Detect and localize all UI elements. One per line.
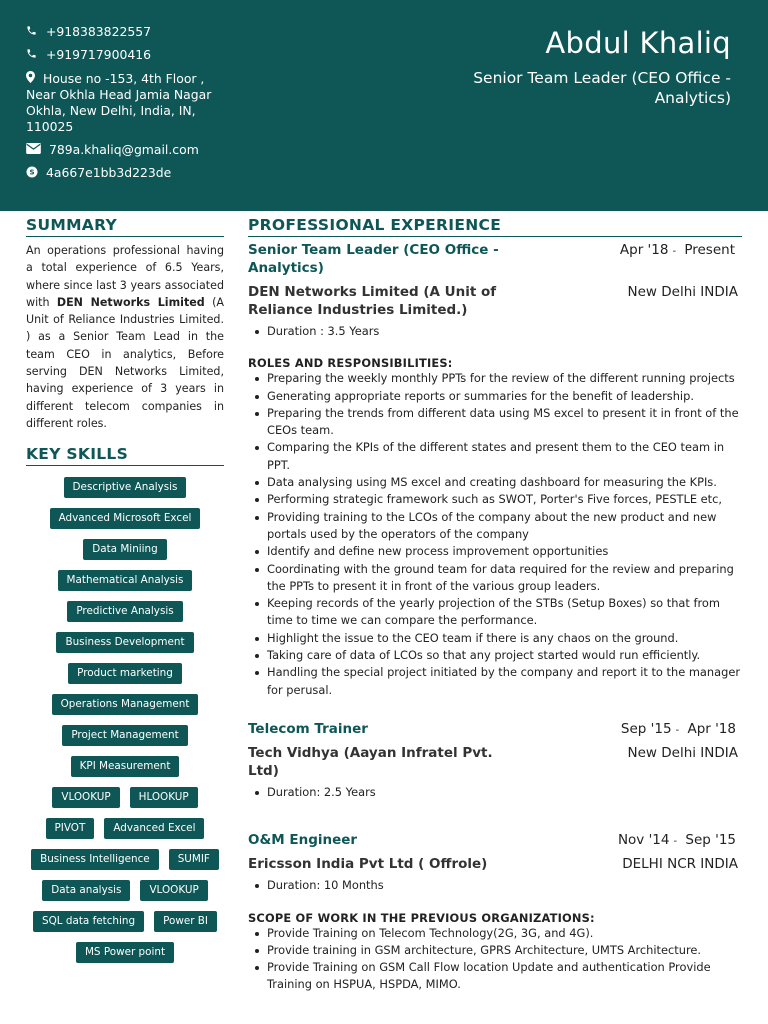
- list-item: Preparing the weekly monthly PPTs for the review of the different running projects: [248, 370, 742, 387]
- skype-id[interactable]: 4a667e1bb3d223de: [46, 165, 172, 180]
- skill-tag: Descriptive Analysis: [64, 477, 187, 498]
- key-skills-heading: KEY SKILLS: [26, 445, 224, 466]
- skill-tag: SUMIF: [169, 849, 219, 870]
- duration: Duration: 10 Months: [248, 877, 742, 894]
- list-item: Coordinating with the ground team for data required for the review and preparing the PPTs to present it in front of the various group leaders.: [248, 561, 742, 596]
- skills-list: [26, 477, 224, 973]
- skill-tag: PIVOT: [46, 818, 95, 839]
- location-pin-icon: [26, 70, 43, 83]
- address-row: [26, 70, 236, 135]
- skill-row: [26, 539, 224, 570]
- skill-row: [26, 756, 224, 787]
- duration-list: [248, 877, 742, 894]
- experience-heading: PROFESSIONAL EXPERIENCE: [248, 216, 742, 237]
- candidate-role: Senior Team Leader (CEO Office - Analytics): [473, 69, 731, 107]
- list-item: Taking care of data of LCOs so that any project started would run efficiently.: [248, 647, 742, 664]
- email-row: [26, 142, 236, 158]
- job-entry: [248, 241, 742, 699]
- job-end-date: Present: [684, 242, 735, 258]
- skype-icon: [26, 165, 46, 178]
- contact-block: [26, 24, 236, 188]
- phone-2[interactable]: +919717900416: [46, 47, 151, 62]
- skill-tag: Data Miniing: [83, 539, 167, 560]
- responsibilities-list: [248, 370, 742, 699]
- list-item: Data analysing using MS excel and creating dashboard for measuring the KPIs.: [248, 474, 742, 491]
- list-item: Highlight the issue to the CEO team if there is any chaos on the ground.: [248, 630, 742, 647]
- summary-company-name: DEN Networks Limited: [56, 295, 205, 309]
- phone-icon: [26, 24, 46, 36]
- skill-row: [26, 632, 224, 663]
- list-item: Keeping records of the yearly projection of the STBs (Setup Boxes) so that from time to time we can compare the performance.: [248, 595, 742, 630]
- skill-row: [26, 663, 224, 694]
- company-name: DEN Networks Limited (A Unit of Reliance Industries Limited.): [248, 284, 497, 318]
- job-location: DELHI NCR INDIA: [622, 856, 738, 873]
- duration-list: [248, 323, 742, 340]
- skill-row: [26, 601, 224, 632]
- job-start-date: Sep '15: [620, 720, 672, 737]
- skill-row: [26, 942, 224, 973]
- skill-row: [26, 570, 224, 601]
- skill-tag: Mathematical Analysis: [58, 570, 193, 591]
- skill-tag: Predictive Analysis: [67, 601, 182, 622]
- list-item: Provide Training on Telecom Technology(2G, 3G, and 4G).: [248, 925, 742, 942]
- phone-1[interactable]: +918383822557: [46, 24, 151, 39]
- skill-tag: VLOOKUP: [140, 880, 207, 901]
- right-column: [248, 216, 742, 994]
- list-item: Provide training in GSM architecture, GPRS Architecture, UMTS Architecture.: [248, 942, 742, 959]
- job-dates: Sep '15 - Apr '18: [620, 720, 736, 737]
- skill-tag: SQL data fetching: [33, 911, 144, 932]
- job-title: Senior Team Leader (CEO Office - Analytics): [248, 242, 499, 276]
- job-dates: Apr '18 - Present: [619, 242, 735, 258]
- job-end-date: Sep '15: [685, 832, 736, 849]
- skill-row: [26, 911, 224, 942]
- list-item: Handling the special project initiated by the company and report it to the manager for perusal.: [248, 664, 742, 699]
- skill-row: [26, 725, 224, 756]
- address: House no -153, 4th Floor , Near Okhla Head Jamia Nagar Okhla, New Delhi, India, IN, 110025: [26, 71, 212, 134]
- skill-tag: Advanced Excel: [104, 818, 204, 839]
- skill-tag: Data analysis: [42, 880, 130, 901]
- skill-tag: MS Power point: [76, 942, 174, 963]
- summary-text-part-1: An operations professional having a total experience of 6.5 Years, where since last 3 years associated with: [26, 244, 224, 309]
- skill-row: [26, 508, 224, 539]
- job-location: New Delhi INDIA: [627, 284, 738, 300]
- skill-row: [26, 694, 224, 725]
- job-title: Telecom Trainer: [248, 720, 368, 737]
- left-column: [26, 216, 224, 973]
- summary-text: [26, 242, 224, 432]
- scope-list: [248, 925, 742, 994]
- list-item: Comparing the KPIs of the different states and present them to the CEO team in PPT.: [248, 439, 742, 474]
- skill-tag: Project Management: [62, 725, 187, 746]
- svg-text:S: S: [29, 168, 35, 177]
- company-name: Tech Vidhya (Aayan Infratel Pvt. Ltd): [248, 744, 493, 779]
- skype-row: [26, 165, 236, 181]
- list-item: Preparing the trends from different data using MS excel to present it in front of the CEOs team.: [248, 405, 742, 440]
- job-dates: Nov '14 - Sep '15: [617, 832, 736, 849]
- skill-row: [26, 787, 224, 818]
- job-start-date: Nov '14: [617, 832, 670, 849]
- skill-row: [26, 849, 224, 880]
- duration: Duration : 3.5 Years: [248, 323, 742, 340]
- summary-heading: SUMMARY: [26, 216, 224, 237]
- duration-list: [248, 784, 742, 801]
- skill-row: [26, 477, 224, 508]
- skill-tag: Power BI: [154, 911, 217, 932]
- summary-text-part-2: (A Unit of Reliance Industries Limited. ) as a Senior Team Lead in the team CEO in analytics, Before serving DEN Networks Limited, having experience of 3 years in different telecom companies in different roles.: [26, 295, 224, 430]
- skill-tag: Operations Management: [52, 694, 199, 715]
- list-item: Performing strategic framework such as SWOT, Porter's Five forces, PESTLE etc,: [248, 491, 742, 508]
- skill-tag: Product marketing: [68, 663, 182, 684]
- job-end-date: Apr '18: [687, 720, 736, 737]
- company-name: Ericsson India Pvt Ltd ( Offrole): [248, 856, 488, 873]
- skill-tag: KPI Measurement: [71, 756, 180, 777]
- skill-row: [26, 818, 224, 849]
- skill-tag: Advanced Microsoft Excel: [50, 508, 201, 529]
- skill-tag: Business Development: [56, 632, 193, 653]
- email[interactable]: 789a.khaliq@gmail.com: [49, 142, 199, 157]
- phone-row-2: [26, 47, 236, 63]
- phone-row-1: [26, 24, 236, 40]
- list-item: Identify and define new process improvement opportunities: [248, 543, 742, 560]
- roles-heading: ROLES AND RESPONSIBILITIES:: [248, 356, 453, 371]
- phone-icon: [26, 47, 46, 59]
- job-entry: [248, 831, 742, 993]
- skill-tag: VLOOKUP: [52, 787, 119, 808]
- list-item: Providing training to the LCOs of the company about the new product and new portals used by the operators of the company: [248, 509, 742, 544]
- email-icon: [26, 142, 49, 154]
- scope-heading: SCOPE OF WORK IN THE PREVIOUS ORGANIZATIONS:: [248, 910, 595, 925]
- list-item: Generating appropriate reports or summaries for the benefit of leadership.: [248, 388, 742, 405]
- skill-row: [26, 880, 224, 911]
- job-start-date: Apr '18: [619, 242, 669, 258]
- job-entry: [248, 720, 742, 801]
- duration: Duration: 2.5 Years: [248, 784, 742, 801]
- job-title: O&M Engineer: [248, 832, 358, 849]
- list-item: Provide Training on GSM Call Flow location Update and authentication Provide Training on HSPUA, HSPDA, MIMO.: [248, 959, 742, 994]
- candidate-name: Abdul Khaliq: [545, 26, 731, 60]
- skill-tag: Business Intelligence: [31, 849, 159, 870]
- skill-tag: HLOOKUP: [130, 787, 198, 808]
- resume-header: [0, 0, 768, 211]
- job-location: New Delhi INDIA: [627, 744, 738, 761]
